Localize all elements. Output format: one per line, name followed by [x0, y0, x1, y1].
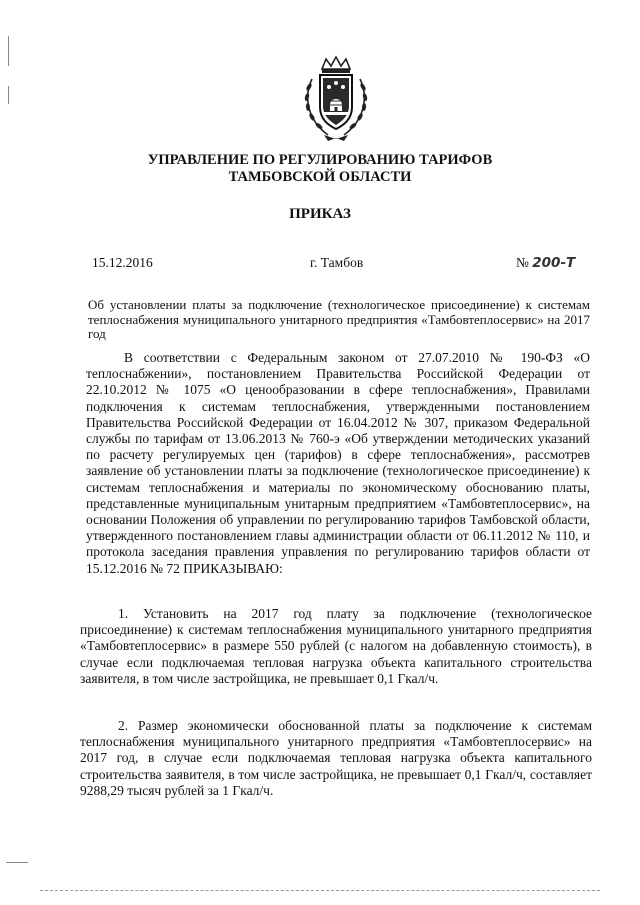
preamble-paragraph: В соответствии с Федеральным законом от 27.07.2010 № 190-ФЗ «О теплоснабжении», постановлением Правительства Российской Федерации от 22.10.2012 № 1075 «О ценообразовании в сфере теплоснабжения», Правилами подключения к системам теплоснабжения, утвержденными постановлением Правительства Российской Федерации от 16.04.2012 № 307, приказом Федеральной службы по тарифам от 13.06.2013 № 760-э «Об утверждении методических указаний по расчету регулируемых цен (тарифов) в сфере теплоснабжения», рассмотрев заявление об установлении платы за подключение (технологическое присоединение) к системам теплоснабжения и материалы по экономическому обоснованию платы, представленные муниципальным унитарным предприятием «Тамбовтеплосервис», на основании Положения об управлении по регулированию тарифов Тамбовской области, утвержденного постановлением главы администрации области от 06.11.2012 № 110, и протокола заседания правления управления по регулированию тарифов области от 15.12.2016 № 72 ПРИКАЗЫВАЮ: — [86, 350, 590, 576]
scan-edge-mark — [8, 86, 9, 104]
scan-edge-mark — [6, 862, 28, 863]
order-item-2: 2. Размер экономически обоснованной платы за подключение к системам теплоснабжения муниципального унитарного предприятия «Тамбовтеплосервис» на 2017 год, в случае если подключаемая тепловая нагрузка объекта капитального строительства заявителя, в том числе застройщика, не превышает 0,1 Гкал/ч, составляет 9288,29 тысяч рублей за 1 Гкал/ч. — [80, 718, 592, 798]
order-number-handwritten: 200-Т — [532, 255, 576, 271]
order-city: г. Тамбов — [310, 255, 364, 270]
order-item-1: 1. Установить на 2017 год плату за подключение (технологическое присоединение) к системам теплоснабжения муниципального унитарного предприятия «Тамбовтеплосервис» в размере 550 рублей (с налогом на добавленную стоимость), в случае если подключаемая тепловая нагрузка объекта капитального строительства заявителя, в том числе застройщика, не превышает 0,1 Гкал/ч. — [80, 606, 592, 686]
organization-name-line1: УПРАВЛЕНИЕ ПО РЕГУЛИРОВАНИЮ ТАРИФОВ — [147, 152, 493, 168]
document-type: ПРИКАЗ — [289, 206, 351, 222]
order-number-prefix: № — [516, 255, 529, 270]
order-title: Об установлении платы за подключение (технологическое присоединение) к системам теплоснабжения муниципального унитарного предприятия «Тамбовтеплосервис» на 2017 год — [88, 297, 590, 341]
scan-edge-mark — [8, 36, 9, 66]
organization-name-line2: ТАМБОВСКОЙ ОБЛАСТИ — [228, 169, 412, 185]
coat-of-arms-icon — [298, 55, 374, 143]
order-number — [516, 255, 575, 271]
order-date: 15.12.2016 — [92, 255, 153, 270]
scan-bottom-line — [40, 890, 600, 891]
